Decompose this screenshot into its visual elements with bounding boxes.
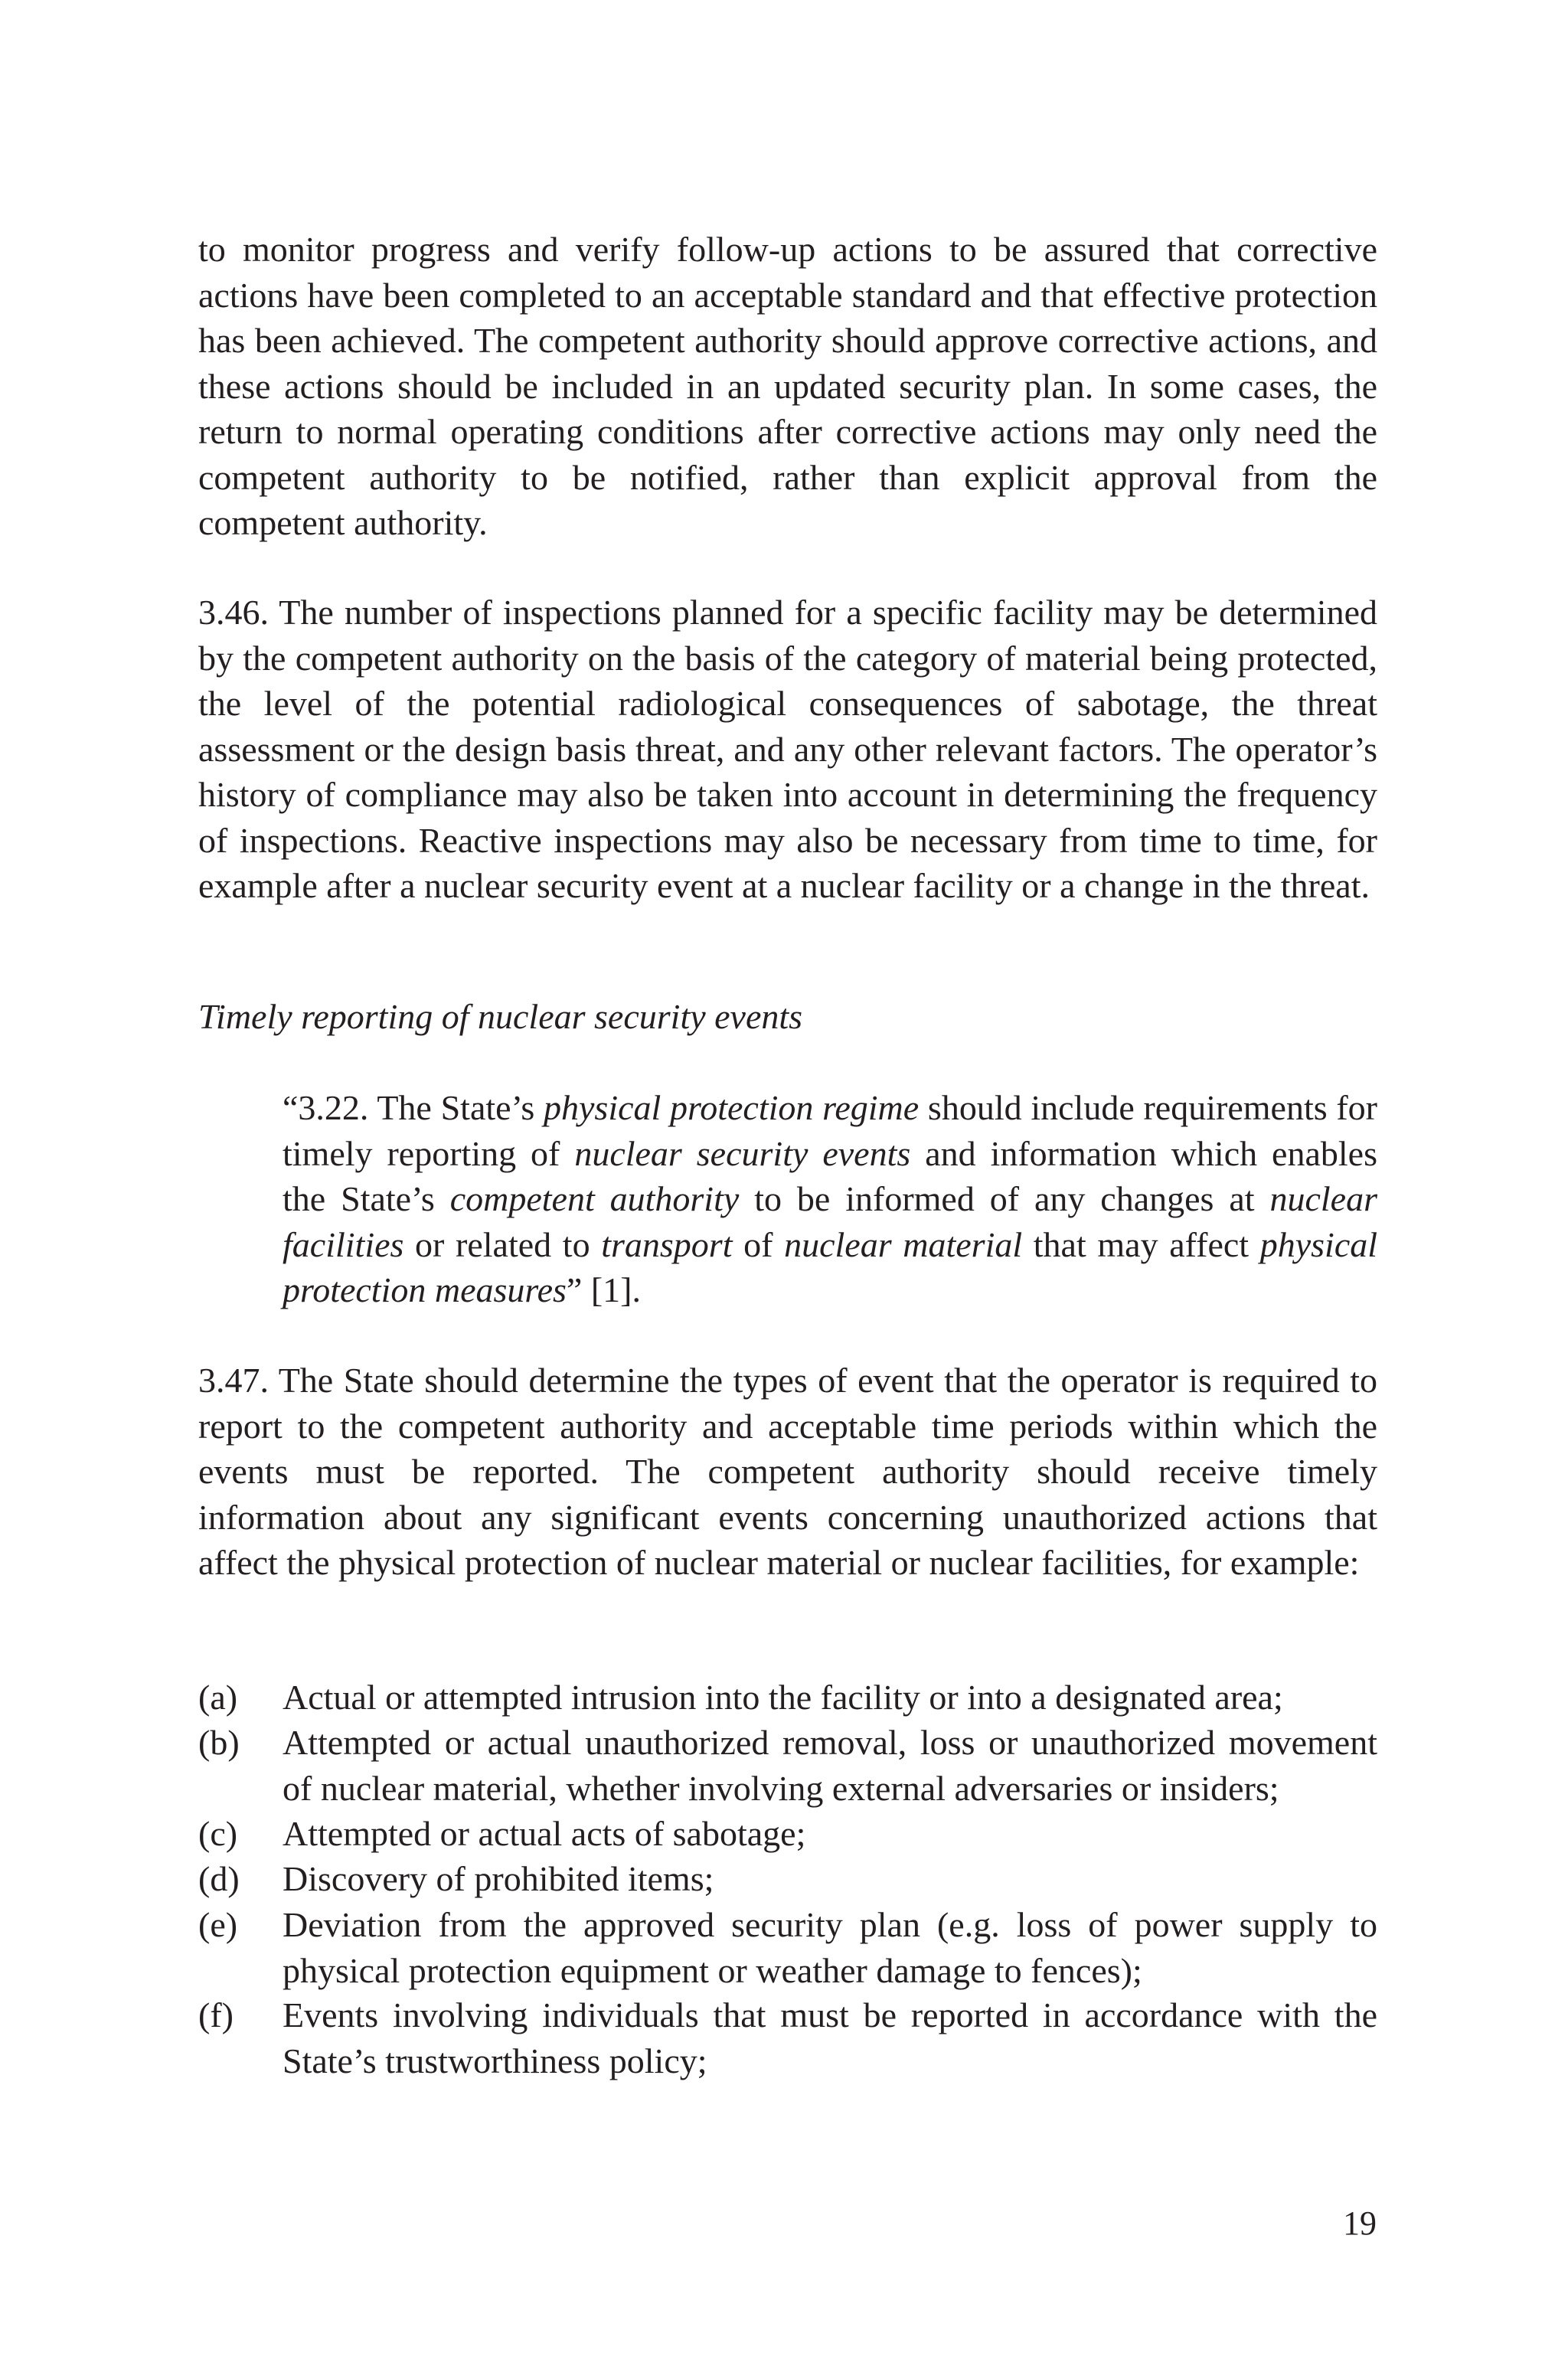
list-item-text: Attempted or actual acts of sabotage; (283, 1814, 806, 1853)
quote-text: that may affect (1022, 1224, 1260, 1264)
quote-text: or related to (403, 1224, 602, 1264)
list-item-d (198, 1856, 1377, 1902)
list-item-text: Attempted or actual unauthorized removal, loss or unauthorized movement of nuclear material, whether involving external adversaries or insiders; (283, 1723, 1377, 1808)
list-item-a (198, 1675, 1377, 1721)
list-marker: (d) (198, 1859, 240, 1898)
list-item-text: Deviation from the approved security plan (e.g. loss of power supply to physical protection equipment or weather damage to fences); (283, 1905, 1377, 1990)
quote-term: nuclear security events (574, 1133, 911, 1173)
quote-term: nuclear facilities (283, 1179, 1377, 1264)
quote-text: of (732, 1224, 785, 1264)
quote-term: nuclear material (784, 1224, 1023, 1264)
list-item-text: Discovery of prohibited items; (283, 1859, 714, 1898)
list-marker: (c) (198, 1814, 238, 1853)
list-item-c (198, 1811, 1377, 1857)
quote-text: ” [1]. (566, 1270, 641, 1309)
list-marker: (f) (198, 1995, 234, 2034)
page-number: 19 (1343, 2204, 1377, 2242)
paragraph-3-47: 3.47. The State should determine the types of event that the operator is required to report to the competent authority and acceptable time periods within which the events must be reported. The competent authority should receive timely information about any significant events concerning unauthorized actions that affect the physical protection of nuclear material or nuclear facilities, for example: (198, 1361, 1377, 1582)
list-marker: (a) (198, 1678, 238, 1717)
quote-term: physical protection measures (283, 1224, 1378, 1309)
list-item-b (198, 1720, 1377, 1811)
quote-term: physical protection regime (544, 1088, 920, 1127)
section-heading: Timely reporting of nuclear security events (198, 997, 803, 1036)
block-quote (283, 1085, 1377, 1313)
quote-term: transport (601, 1224, 733, 1264)
quote-text: should include requirements for timely reporting of (283, 1088, 1378, 1173)
quote-term: competent authority (449, 1179, 740, 1218)
list-marker: (b) (198, 1723, 240, 1762)
paragraph-3-46: 3.46. The number of inspections planned for a specific facility may be determined by the competent authority on the basis of the category of material being protected, the level of the potential radiological consequences of sabotage, the threat assessment or the design basis threat, and any other relevant factors. The operator’s history of compliance may also be taken into account in determining the frequency of inspections. Reactive inspections may also be necessary from time to time, for example after a nuclear security event at a nuclear facility or a change in the threat. (198, 593, 1377, 905)
quote-text: and information which enables the State’s (283, 1133, 1377, 1218)
quote-text: to be informed of any changes at (739, 1179, 1270, 1218)
list-marker: (e) (198, 1905, 238, 1944)
list-item-text: Events involving individuals that must be reported in accordance with the State’s trustworthiness policy; (283, 1995, 1377, 2080)
list-item-f (198, 1992, 1377, 2083)
list-item-e (198, 1902, 1377, 1993)
list-item-text: Actual or attempted intrusion into the facility or into a designated area; (283, 1678, 1283, 1717)
paragraph-continuation: to monitor progress and verify follow-up actions to be assured that corrective actions have been completed to an acceptable standard and that effective protection has been achieved. The competent authority should approve corrective actions, and these actions should be included in an updated security plan. In some cases, the return to normal operating conditions after corrective actions may only need the competent authority to be notified, rather than explicit approval from the competent authority. (198, 230, 1377, 542)
quote-text: “3.22. The State’s (283, 1088, 544, 1127)
